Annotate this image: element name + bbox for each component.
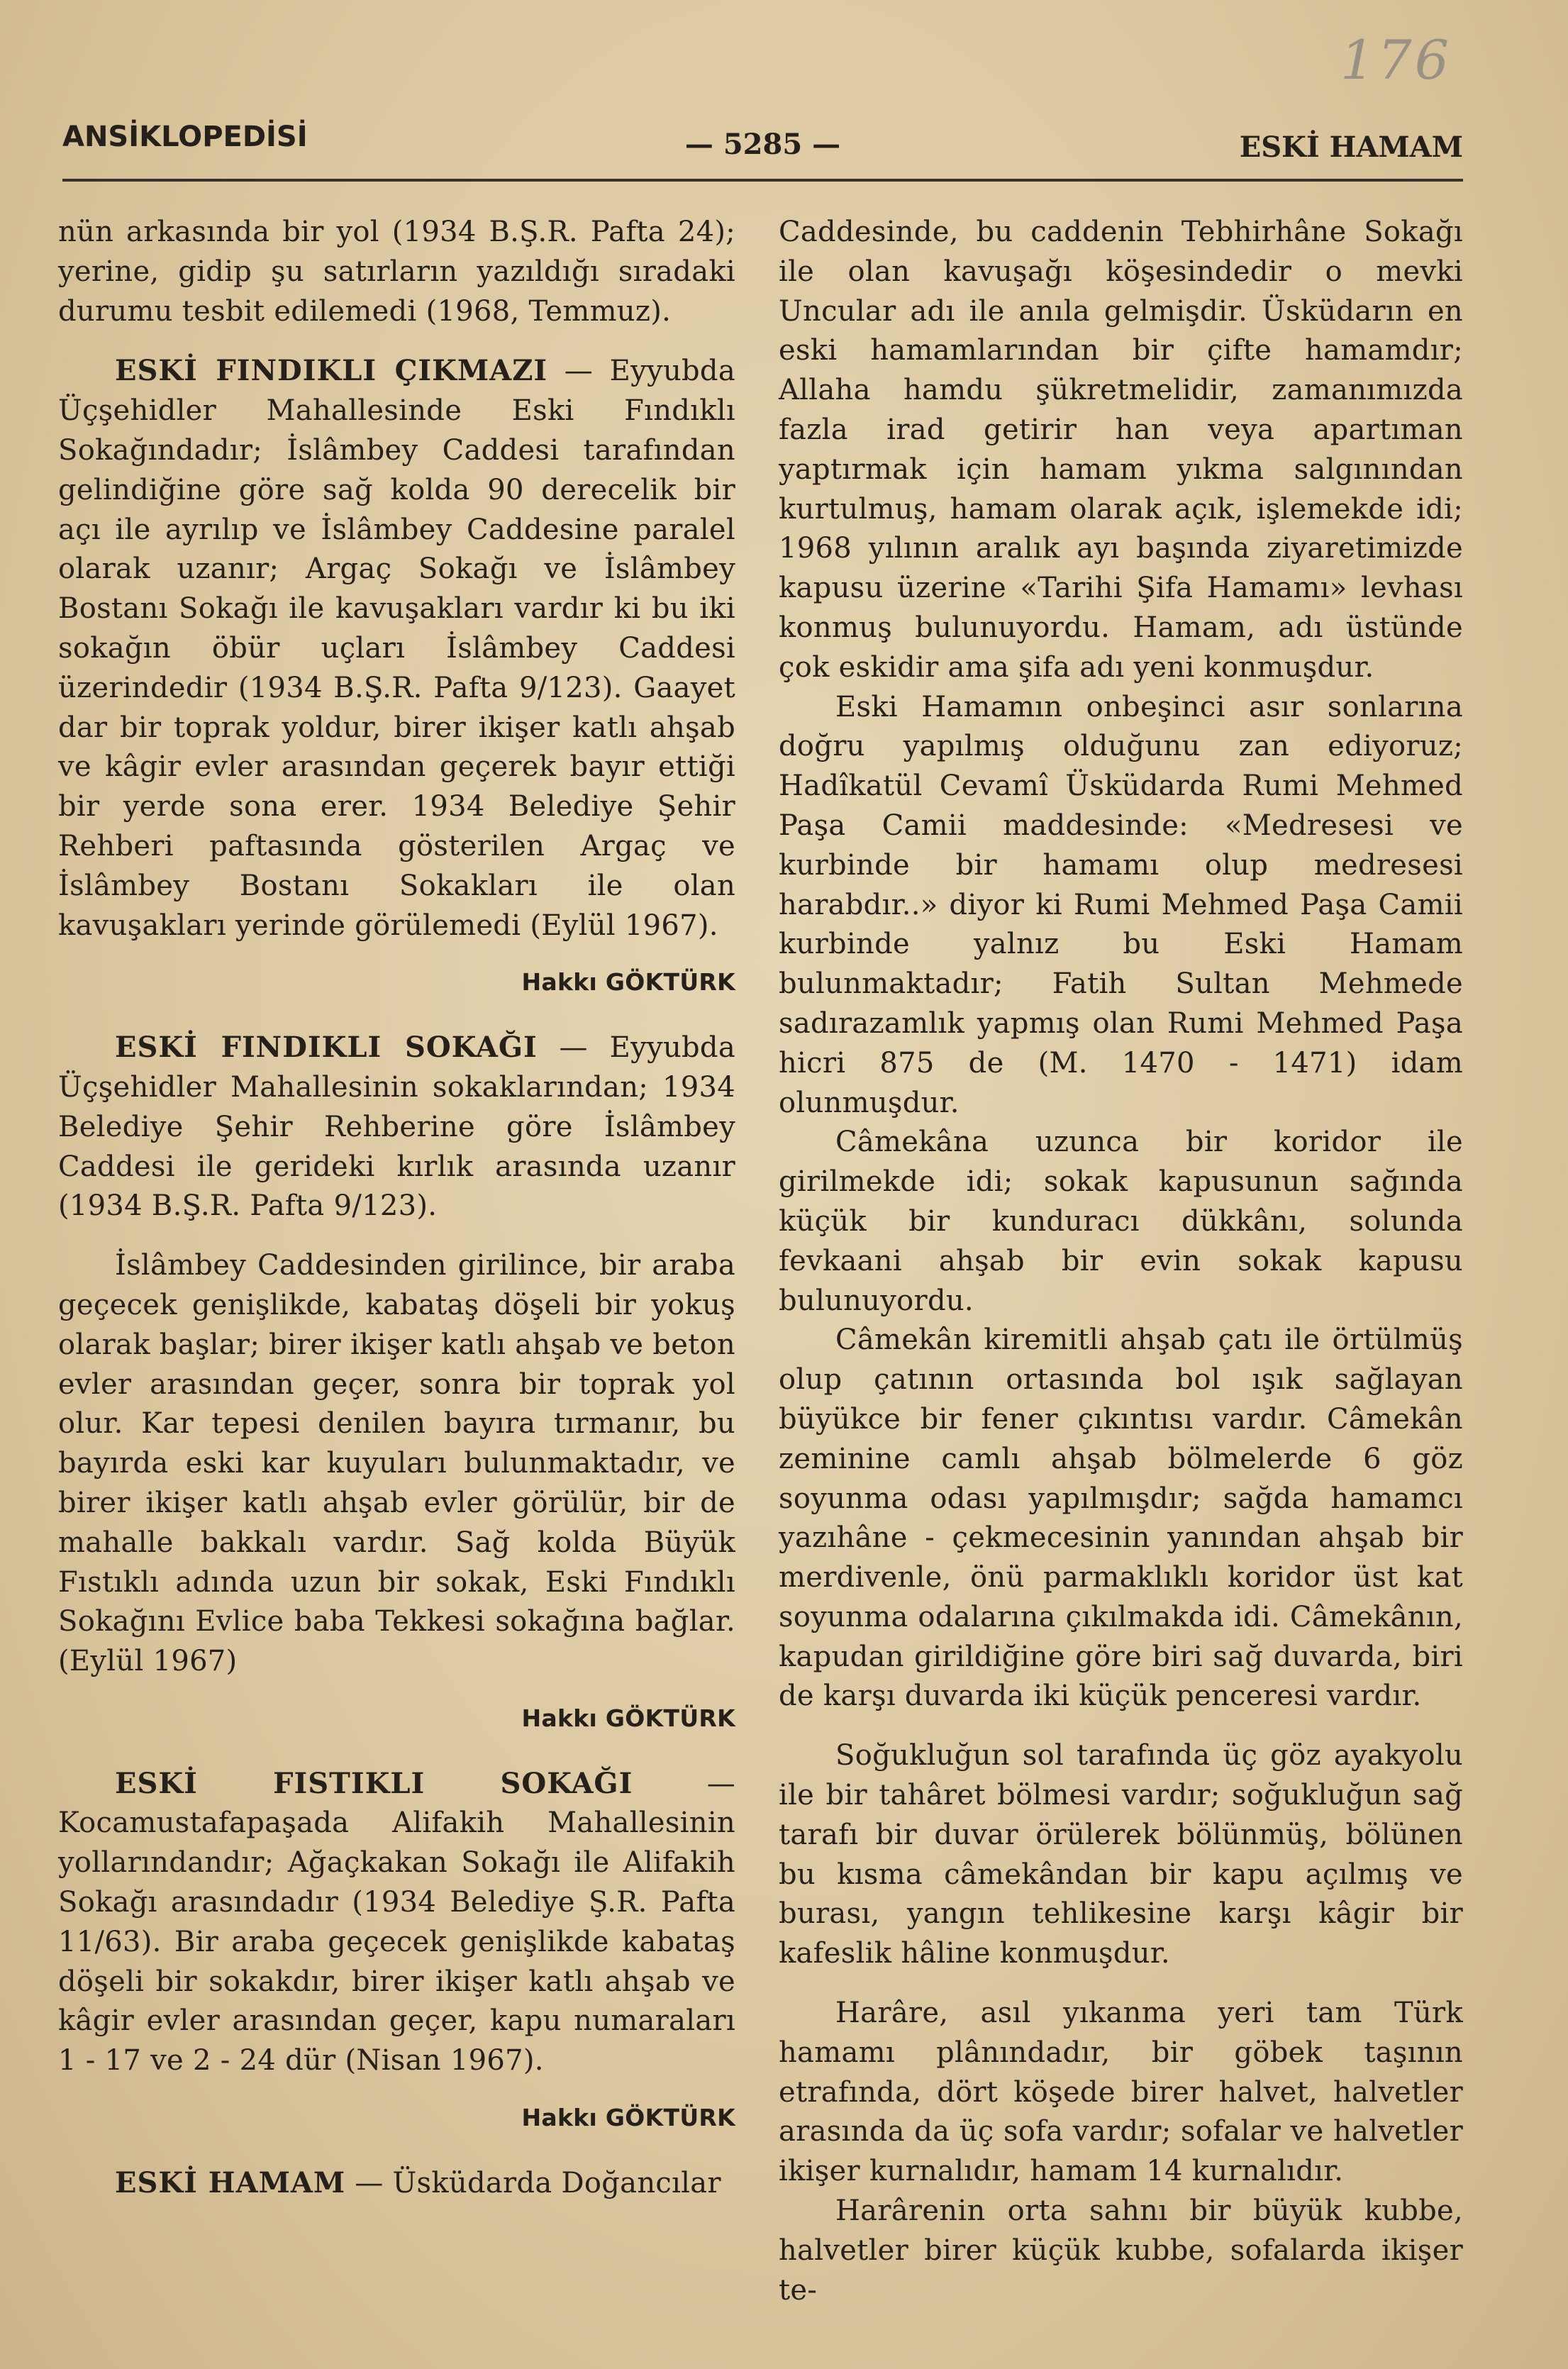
- paragraph: Caddesinde, bu caddenin Tebhirhâne Sokağı ile olan kavuşağı köşesindedir o mevki Uncular adı ile anıla gelmişdir. Üsküdarın en eski hamamlarından bir çifte hamamdır; Allaha hamdu şükretmelidir, zamanımızda fazla irad getirir han veya apartıman yaptırmak için hamam yıkma salgınından kurtulmuş, hamam olarak açık, işlemekde idi; 1968 yılının aralık ayı başında ziyaretimizde kapusu üzerine «Tarihi Şifa Hamamı» levhası konmuş bulunuyordu. Hamam, adı üstünde çok eskidir ama şifa adı yeni konmuşdur.: [779, 216, 1463, 684]
- signature: Hakkı GÖKTÜRK: [521, 2104, 735, 2132]
- signature: Hakkı GÖKTÜRK: [521, 1704, 735, 1732]
- left-column: [58, 213, 735, 2204]
- paragraph: Câmekân kiremitli ahşab çatı ile örtülmüş olup çatının ortasında bol ışık sağlayan büyükce bir fener çıkıntısı vardır. Câmekân zeminine camlı ahşab bölmelerde 6 göz soyunma odası yapılmışdır; sağda hamamcı yazıhâne - çekmecesinin yanından ahşab bir merdivenle, önü parmaklıklı koridor üst kat soyunma odalarına çıkılmakda idi. Câmekânın, kapudan girildiğine göre biri sağ duvarda, biri de karşı duvarda iki küçük penceresi vardır.: [779, 1324, 1463, 1713]
- paragraph: Harârenin orta sahnı bir büyük kubbe, halvetler birer küçük kubbe, sofalarda ikişer te-: [779, 2195, 1463, 2307]
- right-column: [779, 213, 1463, 2310]
- header-publication: ANSİKLOPEDİSİ: [62, 121, 308, 153]
- header-entry: ESKİ HAMAM: [1239, 131, 1463, 164]
- entry-eski-findikli-sokagi: [58, 1028, 735, 1226]
- entry-text: — Üsküdarda Doğancılar: [345, 2166, 721, 2199]
- entry-title: ESKİ FINDIKLI ÇIKMAZI: [115, 354, 548, 388]
- signature: Hakkı GÖKTÜRK: [521, 968, 735, 997]
- entry-text: — Eyyubda Üçşehidler Mahallesinde Eski Fındıklı Sokağındadır; İslâmbey Caddesi tarafından gelindiğine göre sağ kolda 90 derecelik bir açı ile ayrılıp ve İslâmbey Caddesine paralel olarak uzanır; Argaç Sokağı ve İslâmbey Bostanı Sokağı ile kavuşakları vardır ki bu iki sokağın öbür uçları İslâmbey Caddesi üzerindedir (1934 B.Ş.R. Pafta 9/123). Gaayet dar bir toprak yoldur, birer ikişer katlı ahşab ve kâgir evler arasından geçerek bayır ettiği bir yerde sona erer. 1934 Belediye Şehir Rehberi paftasında gösterilen Argaç ve İslâmbey Bostanı Sokakları ile olan kavuşakları yerinde görülemedi (Eylül 1967).: [58, 355, 735, 942]
- entry-text: — Kocamustafapaşada Alifakih Mahallesinin yollarındandır; Ağaçkakan Sokağı ile Alifakih Sokağı arasındadır (1934 Belediye Ş.R. Pafta 11/63). Bir araba geçecek genişlikde kabataş döşeli bir sokakdır, birer ikişer katlı ahşab ve kâgir evler arasından geçer, kapu numaraları 1 - 17 ve 2 - 24 dür (Nisan 1967).: [58, 1767, 735, 2077]
- entry-title: ESKİ FISTIKLI SOKAĞI: [115, 1766, 633, 1800]
- paragraph: İslâmbey Caddesinden girilince, bir araba geçecek genişlikde, kabataş döşeli bir yokuş olarak başlar; birer ikişer katlı ahşab ve beton evler arasından geçer, sonra bir toprak yol olur. Kar tepesi denilen bayıra tırmanır, bu bayırda eski kar kuyuları bulunmaktadır, ve birer ikişer katlı ahşab evler görülür, bir de mahalle bakkalı vardır. Sağ kolda Büyük Fıstıklı adında uzun bir sokak, Eski Fındıklı Sokağını Evlice baba Tekkesi sokağına bağlar. (Eylül 1967): [58, 1249, 735, 1678]
- entry-eski-findikli-cikmazi: [58, 351, 735, 945]
- continued-paragraph: nün arkasında bir yol (1934 B.Ş.R. Pafta 24); yerine, gidip şu satırların yazıldığı sıradaki durumu tesbit edilemedi (1968, Temmuz).: [58, 216, 735, 328]
- header-rule: [62, 179, 1463, 182]
- handwritten-page-mark: 176: [1340, 28, 1452, 91]
- entry-eski-hamam: [58, 2163, 735, 2204]
- entry-eski-fistikli-sokagi: [58, 1764, 735, 2081]
- running-header: [62, 121, 1463, 177]
- entry-title: ESKİ HAMAM: [115, 2165, 346, 2199]
- page-number: — 5285 —: [684, 128, 841, 161]
- paragraph: Soğukluğun sol tarafında üç göz ayakyolu ile bir tahâret bölmesi vardır; soğukluğun sağ tarafı bir duvar örülerek bölünmüş, bölünen bu kısma câmekândan bir kapu açılmış ve burası, yangın tehlikesine karşı kâgir bir kafeslik hâline konmuşdur.: [779, 1739, 1463, 1970]
- entry-title: ESKİ FINDIKLI SOKAĞI: [115, 1031, 538, 1065]
- entry-text: — Eyyubda Üçşehidler Mahallesinin sokaklarından; 1934 Belediye Şehir Rehberine göre İslâmbey Caddesi ile gerideki kırlık arasında uzanır (1934 B.Ş.R. Pafta 9/123).: [58, 1031, 735, 1223]
- paragraph: Eski Hamamın onbeşinci asır sonlarına doğru yapılmış olduğunu zan ediyoruz; Hadîkatül Cevamî Üsküdarda Rumi Mehmed Paşa Camii maddesinde: «Medresesi ve kurbinde bir hamamı olup medresesi harabdır..» diyor ki Rumi Mehmed Paşa Camii kurbinde yalnız bu Eski Hamam bulunmaktadır; Fatih Sultan Mehmede sadırazamlık yapmış olan Rumi Mehmed Paşa hicri 875 de (M. 1470 - 1471) idam olunmuşdur.: [779, 690, 1463, 1119]
- paragraph: Câmekâna uzunca bir koridor ile girilmekde idi; sokak kapusunun sağında küçük bir kunduracı dükkânı, solunda fevkaani ahşab bir evin sokak kapusu bulunuyordu.: [779, 1126, 1463, 1317]
- paragraph: Harâre, asıl yıkanma yeri tam Türk hamamı plânındadır, bir göbek taşının etrafında, dört köşede birer halvet, halvetler arasında da üç sofa vardır; sofalar ve halvetler ikişer kurnalıdır, hamam 14 kurnalıdır.: [779, 1997, 1463, 2188]
